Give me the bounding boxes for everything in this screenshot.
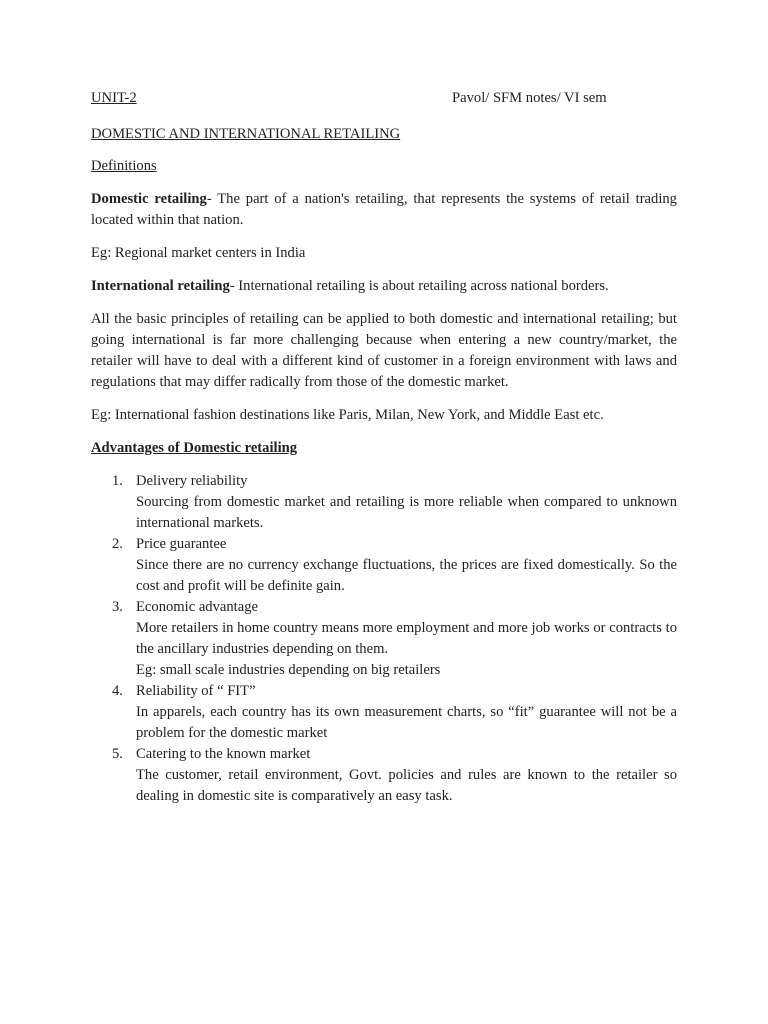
domestic-example: Eg: Regional market centers in India [91,245,306,261]
item-title: Economic advantage [136,599,258,615]
list-item [91,597,677,681]
item-number: 5. [112,746,123,762]
document-title: DOMESTIC AND INTERNATIONAL RETAILING [91,126,401,142]
item-number: 4. [112,683,123,699]
domestic-term: Domestic retailing [91,191,207,207]
document-body [91,124,677,807]
item-description: In apparels, each country has its own measurement charts, so “fit” guarantee will not be a problem for the domestic market [136,704,677,741]
list-item [91,744,677,807]
international-definition [91,276,677,297]
international-term: International retailing [91,278,230,294]
course-label: Pavol/ SFM notes/ VI sem [452,90,607,106]
item-example: Eg: small scale industries depending on big retailers [136,662,441,678]
item-description: The customer, retail environment, Govt. policies and rules are known to the retailer so dealing in domestic site is comparatively an easy task. [136,767,677,804]
item-number: 1. [112,473,123,489]
item-description: Since there are no currency exchange fluctuations, the prices are fixed domestically. So the cost and profit will be definite gain. [136,557,677,594]
domestic-definition [91,189,677,231]
international-definition-text: - International retailing is about retailing across national borders. [229,278,609,294]
page-header [91,90,677,112]
definitions-heading: Definitions [91,158,157,174]
item-number: 3. [112,599,123,615]
item-title: Reliability of “ FIT” [136,683,256,699]
item-description: More retailers in home country means more employment and more job works or contracts to the ancillary industries depending on them. [136,620,677,657]
advantages-heading [91,438,677,459]
international-paragraph: All the basic principles of retailing can be applied to both domestic and international retailing; but going international is far more challenging because when entering a new country/market, the retailer will have to deal with a different kind of customer in a foreign environment with laws and regulations that may differ radically from those of the domestic market. [91,311,677,390]
list-item [91,681,677,744]
item-title: Price guarantee [136,536,227,552]
international-example: Eg: International fashion destinations like Paris, Milan, New York, and Middle East etc. [91,407,604,423]
item-title: Delivery reliability [136,473,248,489]
list-item [91,471,677,534]
item-title: Catering to the known market [136,746,311,762]
advantages-list [91,471,677,807]
item-number: 2. [112,536,123,552]
item-description: Sourcing from domestic market and retailing is more reliable when compared to unknown international markets. [136,494,677,531]
domestic-definition-text: - The part of a nation's retailing, that represents the systems of retail trading located within that nation. [91,191,677,228]
list-item [91,534,677,597]
advantages-heading-text: Advantages of Domestic retailing [91,440,298,456]
unit-label: UNIT-2 [91,90,137,106]
